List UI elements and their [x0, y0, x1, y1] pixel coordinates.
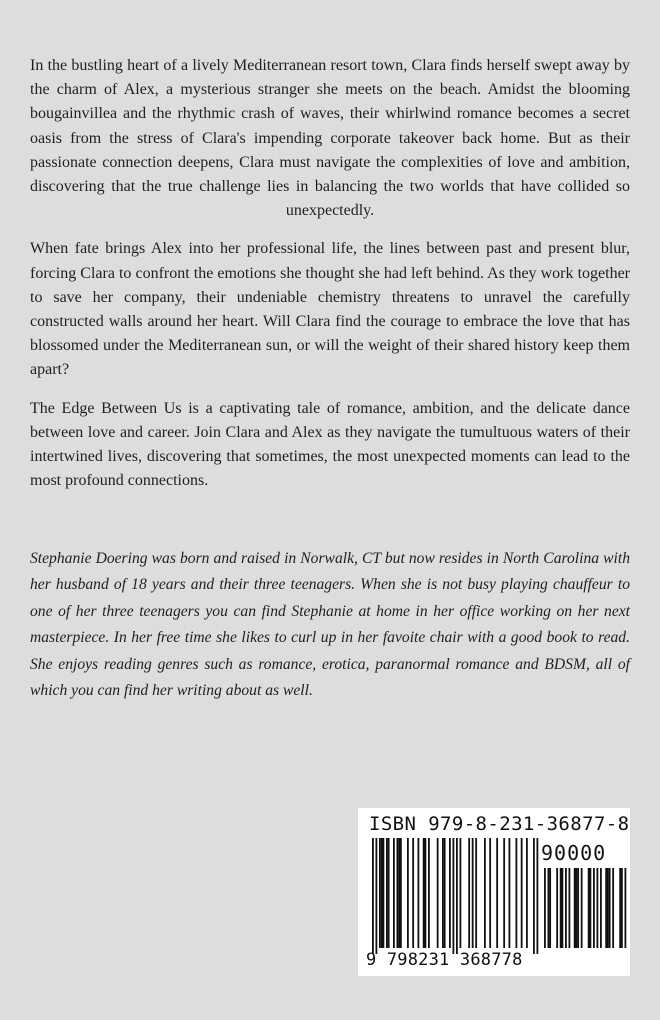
- barcode-bar: [398, 838, 400, 948]
- barcode-bar: [412, 838, 414, 948]
- barcode-bar: [460, 838, 462, 948]
- ean-digits: 9 798231 368778: [366, 950, 523, 970]
- addon-barcode-bar: [609, 868, 611, 948]
- barcode-bar: [489, 838, 491, 948]
- addon-barcode-bar: [590, 868, 592, 948]
- addon-barcode-bar: [562, 868, 564, 948]
- blurb-paragraph-3: The Edge Between Us is a captivating tale of romance, ambition, and the delicate dance between love and career. Join Clara and Alex as they navigate the tumultuous waters of their intertwined lives, discovering that sometimes, the most unexpected moments can lead to the most profound connections.: [30, 399, 630, 490]
- barcode-bar: [521, 838, 523, 948]
- addon-barcode-bar: [576, 868, 578, 948]
- blurb-paragraph-1: In the bustling heart of a lively Mediterranean resort town, Clara finds herself swept away by the charm of Alex, a mysterious stranger she meets on the beach. Amidst the blooming bougainvillea and the rhythmic crash of waves, their whirlwind romance becomes a secret oasis from the stress of Clara's impending corporate takeover back home. But as their passionate connection deepens, Clara must navigate the complexities of love and ambition, discovering that the true challenge lies in balancing the two worlds that have collided so unexpectedly.: [30, 57, 630, 220]
- barcode-bar: [423, 838, 425, 948]
- addon-barcode-bar: [593, 868, 595, 948]
- barcode-bar: [456, 838, 458, 954]
- barcode-bar: [453, 838, 455, 954]
- barcode-bar: [428, 838, 430, 948]
- barcode-bar: [393, 838, 395, 948]
- barcode-bar: [444, 838, 446, 948]
- barcode-bar: [509, 838, 511, 948]
- addon-barcode-bar: [597, 868, 599, 948]
- addon-barcode-bar: [569, 868, 571, 948]
- isbn-barcode: [358, 808, 630, 976]
- addon-barcode-bar: [600, 868, 602, 948]
- barcode-bar: [472, 838, 474, 948]
- barcode-bar: [533, 838, 535, 954]
- barcode-bar: [425, 838, 427, 948]
- barcode-bar: [400, 838, 402, 948]
- barcode-bar: [475, 838, 477, 948]
- barcode-bar: [397, 838, 399, 948]
- barcode-bar: [376, 838, 378, 954]
- barcode-bar: [442, 838, 444, 948]
- barcode-bar: [381, 838, 383, 948]
- barcode-bar: [526, 838, 528, 948]
- barcode-bar: [449, 838, 451, 948]
- addon-barcode-bar: [548, 868, 550, 948]
- barcode-bar: [437, 838, 439, 948]
- addon-barcode-bar: [556, 868, 558, 948]
- barcode-bar: [503, 838, 505, 948]
- addon-barcode-bar: [544, 868, 546, 948]
- back-cover-blurb: [30, 54, 630, 507]
- addon-barcode-bar: [605, 868, 607, 948]
- addon-barcode-bar: [621, 868, 623, 948]
- addon-barcode-bar: [607, 868, 609, 948]
- addon-barcode-bar: [560, 868, 562, 948]
- barcode-bar: [496, 838, 498, 948]
- addon-barcode-bar: [574, 868, 576, 948]
- isbn-label: ISBN 979-8-231-36877-8: [369, 813, 630, 835]
- addon-barcode-bar: [588, 868, 590, 948]
- addon-barcode-bar: [612, 868, 614, 948]
- addon-barcode-bar: [581, 868, 583, 948]
- addon-barcode-bar: [549, 868, 551, 948]
- barcode-bar: [484, 838, 486, 948]
- barcode-bar: [516, 838, 518, 948]
- barcode-bar: [386, 838, 388, 948]
- price-code: 90000: [541, 841, 607, 865]
- barcode-bar: [418, 838, 420, 948]
- barcode-bar: [388, 838, 390, 948]
- addon-barcode-bar: [619, 868, 621, 948]
- addon-barcode-bar: [565, 868, 567, 948]
- barcode-bar: [407, 838, 409, 948]
- barcode-bar: [383, 838, 385, 948]
- barcode-bar: [379, 838, 381, 948]
- blurb-paragraph-2: When fate brings Alex into her professional life, the lines between past and present blur, forcing Clara to confront the emotions she thought she had left behind. As they work together to save her company, their undeniable chemistry threatens to unravel the carefully constructed walls around her heart. Will Clara find the courage to embrace the love that has blossomed under the Mediterranean sun, or will the weight of their shared history keep them apart?: [30, 240, 630, 379]
- barcode-bar: [537, 838, 539, 954]
- author-bio: Stephanie Doering was born and raised in Norwalk, CT but now resides in North Carolina with her husband of 18 years and their three teenagers. When she is not busy playing chauffeur to one of her three teenagers you can find Stephanie at home in her office working on her next masterpiece. In her free time she likes to curl up in her favoite chair with a good book to read. She enjoys reading genres such as romance, erotica, paranormal romance and BDSM, all of which you can find her writing about as well.: [30, 550, 630, 700]
- barcode-bar: [468, 838, 470, 948]
- addon-barcode-bar: [577, 868, 579, 948]
- addon-barcode-bar: [625, 868, 627, 948]
- barcode-bar: [372, 838, 374, 954]
